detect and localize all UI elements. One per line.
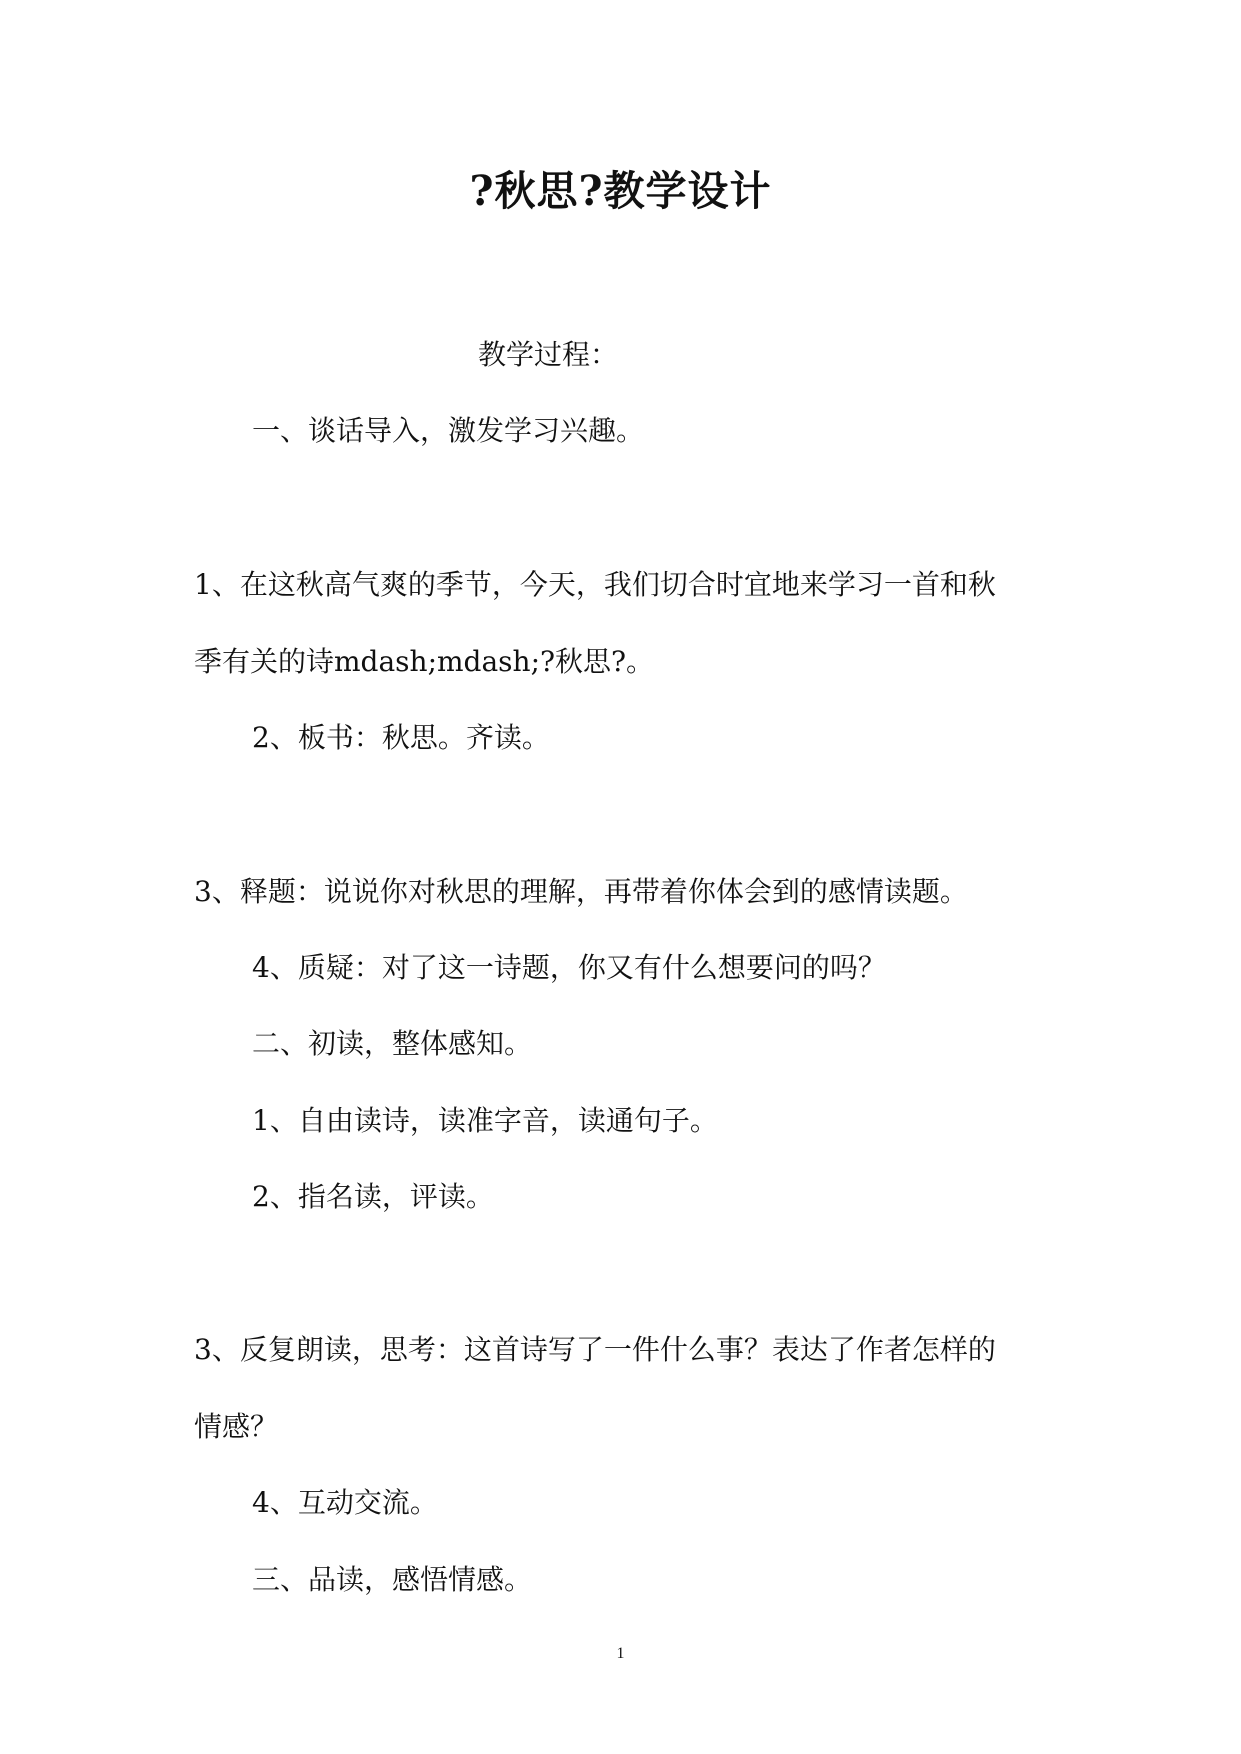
paragraph-line: 情感？: [194, 1410, 279, 1443]
paragraph-line: 3、反复朗读，思考：这首诗写了一件什么事？表达了作者怎样的: [194, 1333, 996, 1366]
paragraph-line: 一、谈话导入，激发学习兴趣。: [252, 414, 645, 447]
paragraph-line: 二、初读，整体感知。: [252, 1027, 533, 1060]
paragraph-line: 季有关的诗mdash;mdash;?秋思?。: [194, 645, 655, 678]
paragraph-line: 1、自由读诗，读准字音，读通句子。: [252, 1104, 718, 1137]
page-number: 1: [616, 1645, 625, 1662]
paragraph-line: 1、在这秋高气爽的季节，今天，我们切合时宜地来学习一首和秋: [194, 568, 996, 601]
paragraph-line: 2、指名读，评读。: [252, 1180, 494, 1213]
paragraph-line: 2、板书：秋思。齐读。: [252, 721, 550, 754]
document-title: ?秋思?教学设计: [469, 167, 772, 215]
paragraph-line: 4、互动交流。: [252, 1486, 438, 1519]
paragraph-line: 4、质疑：对了这一诗题，你又有什么想要问的吗？: [252, 951, 886, 984]
paragraph-line: 3、释题：说说你对秋思的理解，再带着你体会到的感情读题。: [194, 875, 968, 908]
paragraph-line: 教学过程：: [478, 338, 619, 371]
paragraph-line: 三、品读，感悟情感。: [252, 1563, 533, 1596]
